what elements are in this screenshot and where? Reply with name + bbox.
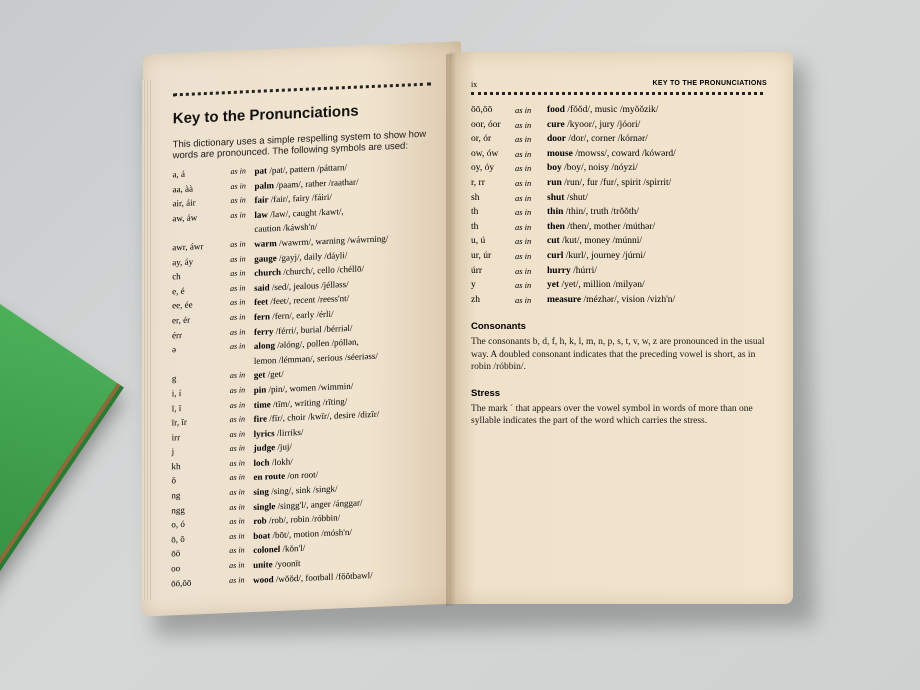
dotted-rule — [173, 83, 431, 97]
example-respelling: /thin/, truth /trŏŏth/ — [563, 207, 639, 218]
right-page — [449, 52, 793, 604]
example-respelling: /yet/, million /milyən/ — [559, 280, 645, 291]
example — [547, 161, 767, 176]
as-in-label: as in — [230, 283, 246, 293]
example-word: said — [254, 282, 270, 293]
example-word: food — [547, 105, 565, 115]
example-word: law — [254, 209, 268, 220]
pronunciation-row — [471, 278, 767, 293]
as-in-label: as in — [229, 487, 245, 498]
as-in-label: as in — [229, 458, 245, 468]
symbol: g — [171, 373, 177, 384]
example-word: along — [253, 340, 275, 352]
example-word: curl — [547, 250, 564, 261]
symbol: a, á — [172, 168, 186, 180]
example-word: run — [547, 177, 562, 188]
pronunciation-row — [471, 293, 767, 308]
example-respelling: /sed/, jealous /jélləss/ — [269, 278, 349, 293]
pronunciation-row — [471, 234, 767, 249]
as-in-label: as in — [230, 195, 246, 206]
pronunciation-table-right — [471, 103, 767, 307]
symbol: sh — [471, 192, 480, 203]
example-respelling: lemon /lémmən/, serious /séeriəss/ — [253, 350, 378, 366]
example-respelling: /dor/, corner /kórnər/ — [566, 134, 648, 145]
example-word: boy — [547, 163, 562, 174]
as-in-label: as in — [229, 326, 246, 337]
example-word: fair — [254, 194, 269, 206]
page-edges — [142, 80, 152, 600]
symbol: ow, ów — [471, 148, 499, 159]
example-respelling: /lokh/ — [269, 456, 293, 468]
example-word: church — [254, 266, 282, 279]
pronunciation-row — [471, 118, 767, 133]
example-word: single — [253, 500, 276, 512]
as-in-label: as in — [515, 192, 532, 203]
example-respelling: /shut/ — [564, 192, 588, 203]
example-word: thin — [547, 207, 564, 218]
running-head: KEY TO THE PRONUNCIATIONS — [652, 80, 767, 87]
pronunciation-row — [471, 249, 767, 264]
example-word: boat — [253, 530, 271, 541]
example-respelling: /feet/, recent /reess'nt/ — [268, 293, 350, 307]
as-in-label: as in — [515, 134, 532, 145]
example-word: ferry — [253, 325, 274, 337]
symbol: ur, úr — [471, 250, 492, 261]
example-respelling: /bōt/, motion /mósh'n/ — [270, 526, 352, 541]
as-in-label: as in — [230, 166, 246, 176]
example — [547, 176, 767, 191]
symbol: ōō,ōō — [171, 577, 192, 589]
example-word: then — [547, 221, 565, 232]
symbol: ng — [171, 490, 181, 501]
example-word: door — [547, 134, 566, 145]
page-title: Key to the Pronunciations — [172, 102, 359, 128]
example-respelling: /singg'l/, anger /ánggar/ — [275, 497, 363, 511]
pronunciation-row — [471, 132, 767, 147]
example — [547, 118, 767, 133]
example-respelling: /church/, cello /chéllō/ — [281, 263, 365, 277]
as-in-label: as in — [230, 210, 246, 220]
as-in-label: as in — [229, 574, 245, 585]
pronunciation-row — [471, 264, 767, 279]
example — [547, 220, 767, 235]
example-respelling: /law/, caught /kawt/, — [267, 205, 344, 220]
pronunciation-row — [471, 147, 767, 162]
example-respelling: /férri/, burial /bérriəl/ — [273, 322, 353, 336]
as-in-label: as in — [229, 385, 246, 395]
example-word: yet — [547, 280, 560, 291]
as-in-label: as in — [229, 443, 245, 454]
example-respelling: /fīr/, choir /kwīr/, desire /dizīr/ — [267, 408, 380, 424]
example — [547, 103, 767, 118]
example-word: pin — [253, 384, 267, 395]
symbol: īr, īr — [171, 416, 187, 428]
pronunciation-row — [471, 220, 767, 235]
example — [547, 278, 767, 293]
example-word: cut — [547, 236, 560, 247]
example-respelling: /tīm/, writing /rīting/ — [270, 395, 348, 409]
example-respelling: /boy/, noisy /nóyzi/ — [561, 163, 638, 174]
symbol: oy, óy — [471, 163, 495, 174]
example-word: get — [253, 369, 266, 381]
as-in-label: as in — [515, 221, 532, 232]
symbol: u, ú — [471, 236, 486, 247]
example — [547, 293, 767, 308]
as-in-label: as in — [230, 312, 246, 322]
as-in-label: as in — [515, 163, 532, 174]
consonants-text: The consonants b, d, f, h, k, l, m, n, p, s, t, v, w, z are pronounced in the usual way. A doubled consonant indicates that the preceding vowel is short, as in robin /róbbin/. — [471, 337, 765, 373]
symbol: th — [471, 221, 479, 232]
as-in-label: as in — [229, 414, 246, 425]
example-respelling: /kyoor/, jury /jóori/ — [564, 119, 641, 130]
example-word: shut — [547, 192, 565, 203]
example-respelling: /gayj/, daily /dáyli/ — [276, 249, 348, 263]
example-word: cure — [547, 119, 565, 130]
as-in-label: as in — [229, 560, 245, 571]
example-respelling: /kut/, money /múnni/ — [559, 236, 643, 247]
as-in-label — [230, 354, 254, 370]
example-word: unite — [253, 559, 273, 571]
as-in-label: as in — [230, 239, 246, 249]
symbol: ō, ō — [171, 533, 185, 545]
example-word: pat — [254, 165, 268, 176]
as-in-label — [230, 222, 254, 238]
symbol: ōō — [171, 548, 181, 559]
example — [547, 191, 767, 206]
example-word: colonel — [253, 544, 281, 556]
example-respelling: /run/, fur /fur/, spirit /spirrit/ — [561, 177, 672, 188]
example — [547, 249, 767, 264]
symbol: ay, áy — [172, 256, 194, 267]
example-word: warm — [254, 237, 277, 249]
as-in-label: as in — [229, 531, 245, 541]
pronunciation-row — [471, 176, 767, 191]
example-respelling: /mowss/, coward /kówərd/ — [572, 148, 676, 159]
intro-text: This dictionary uses a simple respelling system to show how words are pronounced. The following symbols are used: — [172, 128, 427, 162]
example-word: mouse — [547, 148, 573, 159]
symbol: zh — [471, 294, 480, 305]
example-respelling: /on root/ — [285, 469, 319, 482]
symbol: awr, áwr — [172, 241, 204, 253]
symbol: o, ó — [171, 519, 185, 530]
symbol: air, áir — [172, 197, 196, 209]
as-in-label: as in — [515, 294, 532, 305]
symbol: kh — [171, 460, 181, 472]
example-word: lyrics — [253, 427, 275, 439]
example-respelling: caution /káwsh'n/ — [254, 221, 318, 235]
example-word: en route — [253, 471, 286, 483]
as-in-label: as in — [515, 148, 532, 159]
as-in-label: as in — [515, 105, 532, 115]
example-respelling: /fern/, early /érli/ — [270, 308, 334, 322]
pronunciation-row — [471, 205, 767, 220]
as-in-label: as in — [229, 370, 246, 381]
as-in-label: as in — [229, 545, 245, 556]
green-hardcover-book — [0, 250, 124, 661]
symbol: ngg — [171, 504, 185, 516]
as-in-label: as in — [230, 268, 246, 279]
example — [547, 147, 767, 162]
as-in-label: as in — [515, 280, 532, 291]
example — [547, 205, 767, 220]
consonants-heading: Consonants — [471, 321, 526, 333]
example-respelling: /wawrm/, warning /wáwrning/ — [276, 233, 389, 248]
example-respelling: /juj/ — [275, 441, 292, 453]
symbol: y — [471, 280, 476, 291]
example-respelling: /fŏŏd/, music /myŏŏzik/ — [564, 105, 659, 115]
symbol: úrr — [471, 265, 483, 276]
symbol: j — [171, 446, 175, 457]
left-page — [141, 41, 461, 616]
symbol: ōō,ōō — [471, 105, 493, 115]
as-in-label: as in — [515, 265, 532, 276]
symbol: aw, áw — [172, 212, 198, 224]
example-respelling: /sing/, sink /singk/ — [268, 483, 338, 497]
symbol: ə — [171, 344, 176, 355]
as-in-label: as in — [229, 399, 246, 410]
pronunciation-row — [471, 161, 767, 176]
symbol: e, é — [172, 285, 185, 297]
example-word: fern — [254, 311, 271, 322]
example-respelling: /fair/, fairy /fáiri/ — [268, 191, 332, 205]
symbol: aa, àà — [172, 183, 194, 194]
example-respelling: /paam/, rather /raathar/ — [274, 176, 359, 190]
example-respelling: /yoonīt — [272, 558, 301, 570]
example-respelling: /get/ — [265, 369, 284, 380]
page-number: ix — [471, 80, 478, 89]
example-word: sing — [253, 486, 269, 498]
symbol: ŏ — [171, 475, 177, 486]
as-in-label: as in — [229, 341, 246, 352]
example-respelling: /kŏn'l/ — [280, 543, 306, 555]
pronunciation-row — [471, 103, 767, 118]
example — [547, 264, 767, 279]
symbol: irr — [171, 431, 181, 443]
as-in-label: as in — [230, 253, 246, 264]
as-in-label: as in — [515, 119, 532, 130]
as-in-label: as in — [515, 177, 532, 188]
symbol: er, ér — [172, 314, 191, 326]
example-respelling: /rob/, robin /róbbin/ — [266, 512, 341, 526]
symbol: ee, ée — [172, 299, 193, 311]
as-in-label: as in — [229, 502, 245, 512]
symbol: oo — [171, 563, 181, 574]
symbol: oor, óor — [471, 119, 501, 130]
example-respelling: /wŏŏd/, football /fŏŏtbawl/ — [273, 569, 373, 584]
example-word: judge — [253, 442, 276, 454]
as-in-label: as in — [230, 180, 246, 191]
example-word: measure — [547, 294, 582, 305]
as-in-label: as in — [515, 236, 532, 247]
example-word: time — [253, 398, 271, 410]
example — [547, 234, 767, 249]
example-respelling: /lirriks/ — [274, 426, 304, 438]
example-respelling: /then/, mother /múthər/ — [564, 221, 656, 232]
example-respelling: /húrri/ — [570, 265, 597, 276]
as-in-label: as in — [229, 472, 245, 483]
symbol: th — [471, 207, 479, 218]
pronunciation-row — [471, 191, 767, 206]
example-word: fire — [253, 413, 268, 425]
as-in-label: as in — [230, 297, 246, 308]
symbol: érr — [171, 329, 183, 340]
symbol: or, ór — [471, 134, 492, 145]
example-word: gauge — [254, 252, 277, 264]
example-word: palm — [254, 179, 275, 191]
symbol: r, rr — [471, 177, 485, 188]
dotted-rule — [471, 92, 763, 95]
pronunciation-table-left — [171, 156, 432, 590]
example-word: feet — [254, 296, 269, 308]
symbol: i, í — [171, 387, 182, 399]
example-word: rob — [253, 515, 267, 527]
example — [547, 132, 767, 147]
as-in-label: as in — [229, 429, 246, 439]
example-respelling: /mézhər/, vision /vizh'n/ — [581, 294, 676, 305]
stress-text: The mark ´ that appears over the vowel symbol in words of more than one syllable indicates the part of the word which carries the stress. — [471, 403, 753, 427]
symbol: ī, ī — [171, 402, 182, 413]
example-respelling: /kurl/, journey /júrni/ — [563, 250, 646, 261]
as-in-label: as in — [229, 516, 245, 527]
example-word: loch — [253, 457, 270, 468]
stress-heading: Stress — [471, 387, 501, 399]
example-word: wood — [253, 573, 274, 585]
as-in-label: as in — [515, 250, 532, 261]
example-respelling: /pin/, women /wimmin/ — [266, 380, 354, 395]
as-in-label: as in — [515, 207, 532, 218]
example-respelling: /əlóng/, pollen /póllən, — [274, 336, 359, 351]
example-respelling: /pat/, pattern /páttarn/ — [267, 162, 348, 176]
book-gutter — [446, 54, 456, 606]
symbol: ch — [172, 271, 181, 282]
example-word: hurry — [547, 265, 571, 276]
